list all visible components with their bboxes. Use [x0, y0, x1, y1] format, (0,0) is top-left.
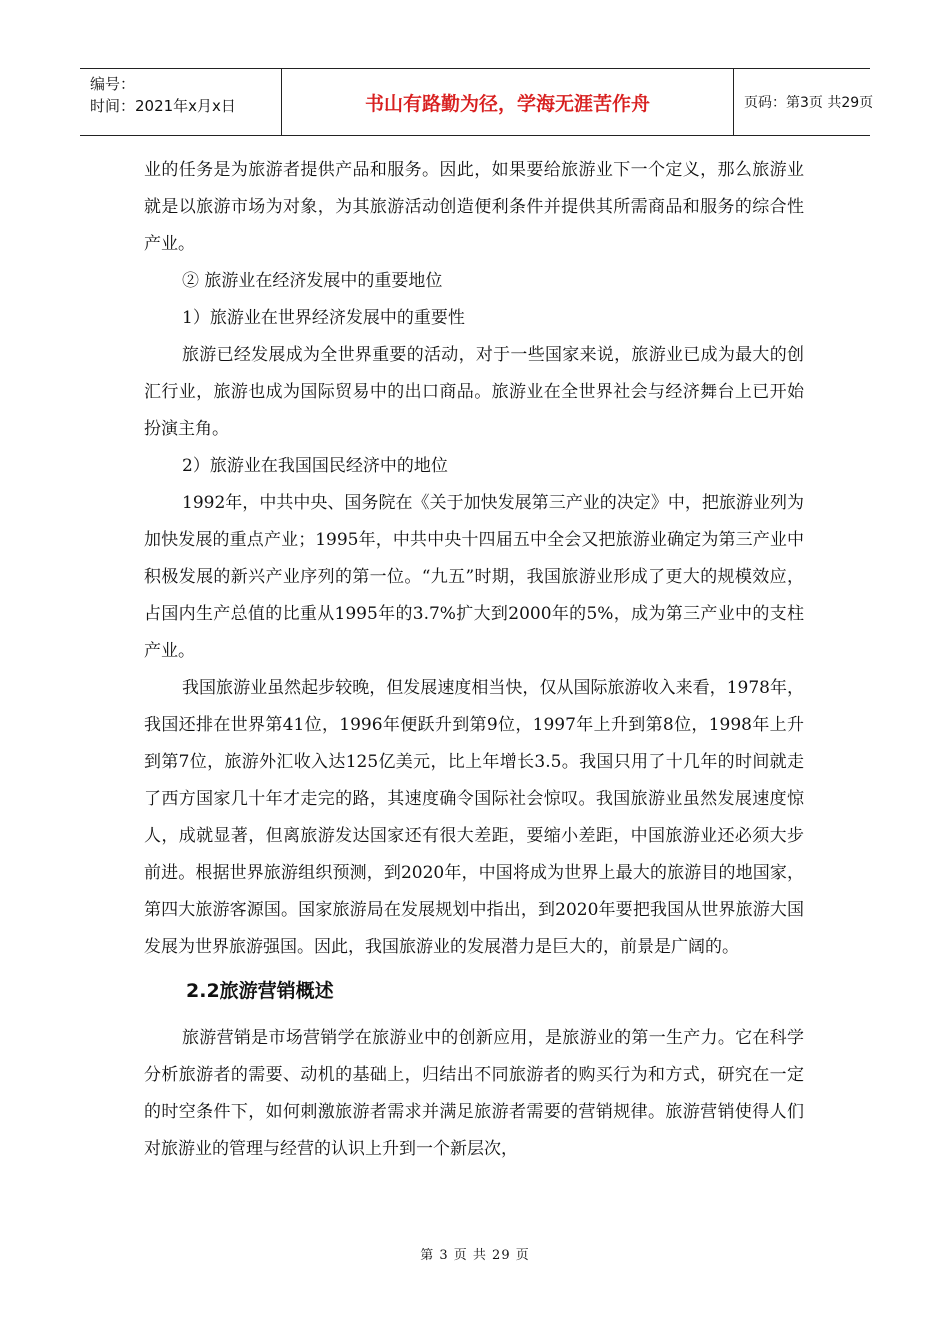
paragraph: 我国旅游业虽然起步较晚，但发展速度相当快，仅从国际旅游收入来看，1978年，我国还排在世界第41位，1996年便跃升到第9位，1997年上升到第8位，1998年上升到第7位，旅游外汇收入达125亿美元，比上年增长3.5。我国只用了十几年的时间就走了西方国家几十年才走完的路，其速度确令国际社会惊叹。我国旅游业虽然发展速度惊人，成就显著，但离旅游发达国家还有很大差距，要缩小差距，中国旅游业还必须大步前进。根据世界旅游组织预测，到2020年，中国将成为世界上最大的旅游目的地国家，第四大旅游客源国。国家旅游局在发展规划中指出，到2020年要把我国从世界旅游大国发展为世界旅游强国。因此，我国旅游业的发展潜力是巨大的，前景是广阔的。 — [144, 678, 804, 957]
paragraph: 业的任务是为旅游者提供产品和服务。因此，如果要给旅游业下一个定义，那么旅游业就是以旅游市场为对象，为其旅游活动创造便利条件并提供其所需商品和服务的综合性产业。 — [144, 160, 804, 254]
page-header — [80, 68, 874, 136]
paragraph: 旅游营销是市场营销学在旅游业中的创新应用，是旅游业的第一生产力。它在科学分析旅游者的需要、动机的基础上，归结出不同旅游者的购买行为和方式，研究在一定的时空条件下，如何刺激旅游者需求并满足旅游者需要的营销规律。旅游营销使得人们对旅游业的管理与经营的认识上升到一个新层次， — [144, 1028, 804, 1159]
document-code-label: 编号： — [90, 75, 136, 93]
document-date: 时间：2021年x月x日 — [90, 97, 236, 115]
subheading: ② 旅游业在经济发展中的重要地位 — [182, 271, 443, 291]
paragraph: 1992年，中共中央、国务院在《关于加快发展第三产业的决定》中，把旅游业列为加快发展的重点产业；1995年，中共中央十四届五中全会又把旅游业确定为第三产业中积极发展的新兴产业序列的第一位。“九五”时期，我国旅游业形成了更大的规模效应，占国内生产总值的比重从1995年的3.7%扩大到2000年的5%，成为第三产业中的支柱产业。 — [144, 493, 804, 661]
header-motto: 书山有路勤为径，学海无涯苦作舟 — [282, 69, 734, 135]
page-footer: 第 3 页 共 29 页 — [420, 1248, 530, 1263]
subheading: 1）旅游业在世界经济发展中的重要性 — [182, 308, 465, 328]
header-page-info: 页码：第3页 共29页 — [744, 95, 874, 111]
paragraph: 旅游已经发展成为全世界重要的活动，对于一些国家来说，旅游业已成为最大的创汇行业，旅游也成为国际贸易中的出口商品。旅游业在全世界社会与经济舞台上已开始扮演主角。 — [144, 345, 804, 439]
section-title: 2.2旅游营销概述 — [186, 980, 334, 1002]
subheading: 2）旅游业在我国国民经济中的地位 — [182, 456, 448, 476]
document-body — [144, 152, 804, 1168]
header-meta — [80, 69, 282, 135]
